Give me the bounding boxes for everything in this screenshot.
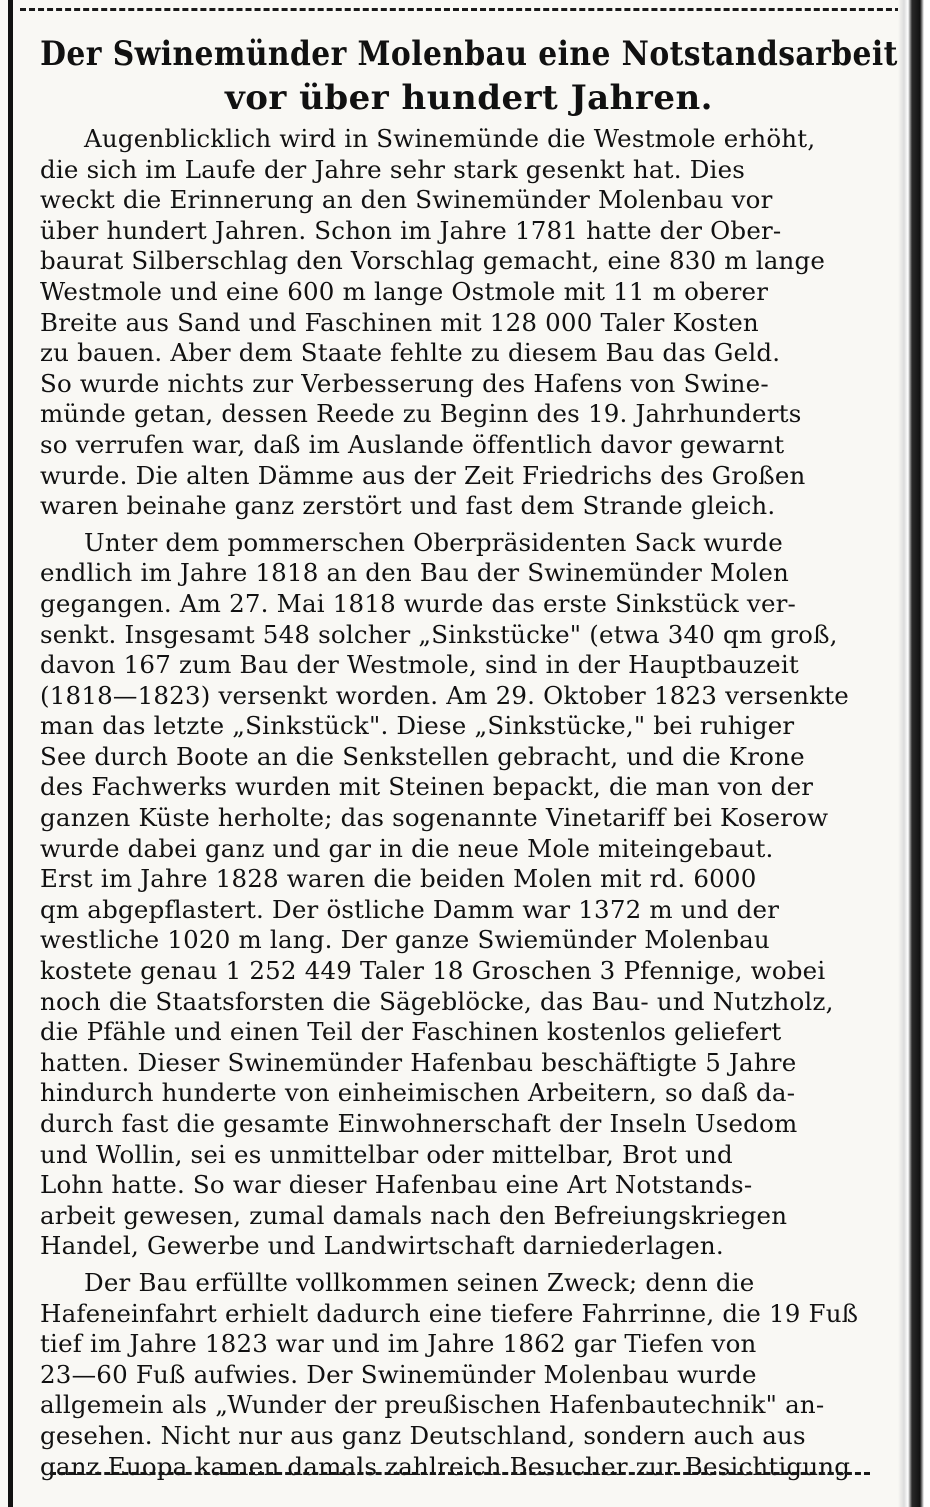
text-line: ganz Euopa kamen damals zahlreich Besucher zur Besichtigung bbox=[40, 1451, 851, 1481]
text-line: weckt die Erinnerung an den Swinemünder Molenbau vor bbox=[40, 185, 773, 215]
text-line: senkt. Insgesamt 548 solcher „Sinkstücke" (etwa 340 qm groß, bbox=[40, 619, 838, 649]
text-line: qm abgepflastert. Der östliche Damm war 1372 m und der bbox=[40, 894, 780, 924]
text-line: hindurch hunderte von einheimischen Arbeitern, so daß da- bbox=[40, 1078, 796, 1108]
text-line: Erst im Jahre 1828 waren die beiden Molen mit rd. 6000 bbox=[40, 864, 757, 894]
text-line: Der Bau erfüllte vollkommen seinen Zweck; denn die bbox=[84, 1267, 755, 1297]
paragraph-1 bbox=[40, 124, 898, 522]
article-body bbox=[40, 124, 898, 1482]
text-line: Breite aus Sand und Faschinen mit 128 000 Taler Kosten bbox=[40, 307, 759, 337]
top-divider bbox=[20, 8, 910, 11]
article bbox=[40, 32, 898, 1481]
text-line: über hundert Jahren. Schon im Jahre 1781 hatte der Ober- bbox=[40, 215, 782, 245]
text-line: 23—60 Fuß aufwies. Der Swinemünder Molenbau wurde bbox=[40, 1359, 757, 1389]
text-line: endlich im Jahre 1818 an den Bau der Swinemünder Molen bbox=[40, 558, 789, 588]
text-line: Westmole und eine 600 m lange Ostmole mit 11 m oberer bbox=[40, 276, 769, 306]
paragraph-2 bbox=[40, 528, 898, 1262]
text-line: hatten. Dieser Swinemünder Hafenbau beschäftigte 5 Jahre bbox=[40, 1047, 797, 1077]
text-line: baurat Silberschlag den Vorschlag gemacht, eine 830 m lange bbox=[40, 246, 826, 276]
text-line: arbeit gewesen, zumal damals nach den Befreiungskriegen bbox=[40, 1200, 788, 1230]
text-line: ganzen Küste herholte; das sogenannte Vinetariff bei Koserow bbox=[40, 803, 829, 833]
text-line: See durch Boote an die Senkstellen gebracht, und die Krone bbox=[40, 741, 805, 771]
text-line: und Wollin, sei es unmittelbar oder mittelbar, Brot und bbox=[40, 1139, 733, 1169]
text-line: Handel, Gewerbe und Landwirtschaft darniederlagen. bbox=[40, 1231, 724, 1261]
text-line: Hafeneinfahrt erhielt dadurch eine tiefere Fahrrinne, die 19 Fuß bbox=[40, 1298, 859, 1328]
text-line: Augenblicklich wird in Swinemünde die Westmole erhöht, bbox=[84, 124, 816, 153]
text-line: man das letzte „Sinkstück". Diese „Sinkstücke," bei ruhiger bbox=[40, 711, 795, 741]
left-column-rule bbox=[8, 0, 13, 1507]
text-line: gesehen. Nicht nur aus ganz Deutschland, sondern auch aus bbox=[40, 1420, 806, 1450]
text-line: durch fast die gesamte Einwohnerschaft der Inseln Usedom bbox=[40, 1109, 798, 1138]
text-line: waren beinahe ganz zerstört und fast dem Strande gleich. bbox=[40, 491, 776, 521]
text-line: Unter dem pommerschen Oberpräsidenten Sack wurde bbox=[84, 527, 783, 557]
text-line: wurde. Die alten Dämme aus der Zeit Friedrichs des Großen bbox=[40, 460, 806, 490]
text-line: münde getan, dessen Reede zu Beginn des 19. Jahrhunderts bbox=[40, 399, 802, 429]
text-line: die Pfähle und einen Teil der Faschinen kostenlos geliefert bbox=[40, 1017, 782, 1047]
text-line: davon 167 zum Bau der Westmole, sind in der Hauptbauzeit bbox=[40, 650, 799, 680]
text-line: des Fachwerks wurden mit Steinen bepackt, die man von der bbox=[40, 772, 814, 802]
text-line: so verrufen war, daß im Auslande öffentlich davor gewarnt bbox=[40, 429, 785, 459]
text-line: Lohn hatte. So war dieser Hafenbau eine Art Notstands- bbox=[40, 1170, 753, 1200]
bottom-divider bbox=[50, 1472, 870, 1475]
text-line: gegangen. Am 27. Mai 1818 wurde das erste Sinkstück ver- bbox=[40, 588, 797, 618]
headline-line-1: Der Swinemünder Molenbau eine Notstandsarbeit bbox=[40, 34, 898, 74]
text-line: So wurde nichts zur Verbesserung des Hafens von Swine- bbox=[40, 368, 769, 398]
headline bbox=[40, 32, 898, 120]
text-line: allgemein als „Wunder der preußischen Hafenbautechnik" an- bbox=[40, 1390, 825, 1420]
right-column-edge bbox=[898, 0, 930, 1507]
text-line: kostete genau 1 252 449 Taler 18 Groschen 3 Pfennige, wobei bbox=[40, 956, 826, 986]
text-line: (1818—1823) versenkt worden. Am 29. Oktober 1823 versenkte bbox=[40, 680, 849, 710]
text-line: wurde dabei ganz und gar in die neue Mole miteingebaut. bbox=[40, 833, 774, 863]
text-line: westliche 1020 m lang. Der ganze Swiemünder Molenbau bbox=[40, 925, 770, 955]
text-line: noch die Staatsforsten die Sägeblöcke, das Bau- und Nutzholz, bbox=[40, 986, 834, 1016]
text-line: tief im Jahre 1823 war und im Jahre 1862 gar Tiefen von bbox=[40, 1329, 757, 1359]
text-line: zu bauen. Aber dem Staate fehlte zu diesem Bau das Geld. bbox=[40, 338, 781, 368]
text-line: die sich im Laufe der Jahre sehr stark gesenkt hat. Dies bbox=[40, 154, 746, 184]
paragraph-3 bbox=[40, 1268, 898, 1482]
headline-line-2: vor über hundert Jahren. bbox=[224, 78, 714, 118]
